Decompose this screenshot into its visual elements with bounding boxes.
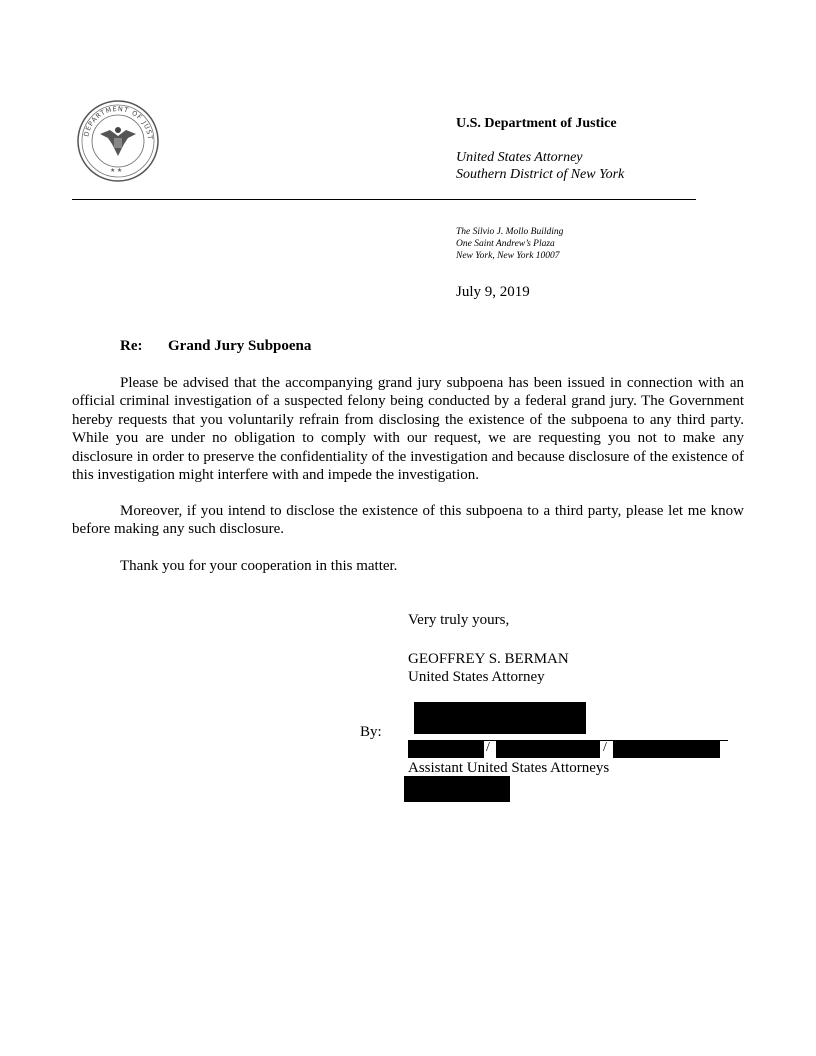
header-rule <box>72 199 696 200</box>
office-line-2: Southern District of New York <box>456 167 625 182</box>
name-separator-2: / <box>603 740 607 755</box>
closing: Very truly yours, <box>408 612 510 628</box>
redacted-signature <box>414 702 586 734</box>
by-label: By: <box>360 724 382 740</box>
office-address <box>456 226 563 262</box>
redacted-name-2 <box>496 741 600 758</box>
svg-text:★ ★: ★ ★ <box>110 168 123 174</box>
office-name <box>456 149 624 183</box>
address-line-3: New York, New York 10007 <box>456 251 560 261</box>
body-paragraph-3: Thank you for your cooperation in this matter. <box>120 558 398 574</box>
signer-role: Assistant United States Attorneys <box>408 760 610 776</box>
name-separator-1: / <box>486 740 490 755</box>
subject-line <box>120 338 311 355</box>
redacted-name-1 <box>408 741 484 758</box>
redacted-name-3 <box>613 741 720 758</box>
signer-name: GEOFFREY S. BERMAN <box>408 651 569 667</box>
subject-label: Re: <box>120 338 143 354</box>
body-paragraph-2: Moreover, if you intend to disclose the existence of this subpoena to a third party, please let me know before making any such disclosure. <box>72 503 744 538</box>
address-line-2: One Saint Andrew’s Plaza <box>456 239 555 249</box>
doj-seal-logo <box>70 100 170 182</box>
office-line-1: United States Attorney <box>456 150 583 165</box>
letter-date: July 9, 2019 <box>456 284 530 300</box>
signer-title: United States Attorney <box>408 669 545 686</box>
body-paragraph-1: Please be advised that the accompanying grand jury subpoena has been issued in connection with an official criminal investigation of a suspected felony being conducted by a federal grand jury. The Government hereby requests that you voluntarily refrain from disclosing the existence of the subpoena to any third party. While you are under no obligation to comply with our request, we are requesting you not to make any disclosure in order to preserve the confidentiality of the investigation and because disclosure of the existence of this investigation might interfere with and impede the investigation. <box>72 375 744 484</box>
subject-text: Grand Jury Subpoena <box>168 338 312 354</box>
signer-block <box>408 650 569 687</box>
address-line-1: The Silvio J. Mollo Building <box>456 227 564 237</box>
organization-name: U.S. Department of Justice <box>456 116 617 131</box>
seal-text: DEPARTMENT OF JUST <box>82 104 155 141</box>
redacted-contact <box>404 776 510 802</box>
